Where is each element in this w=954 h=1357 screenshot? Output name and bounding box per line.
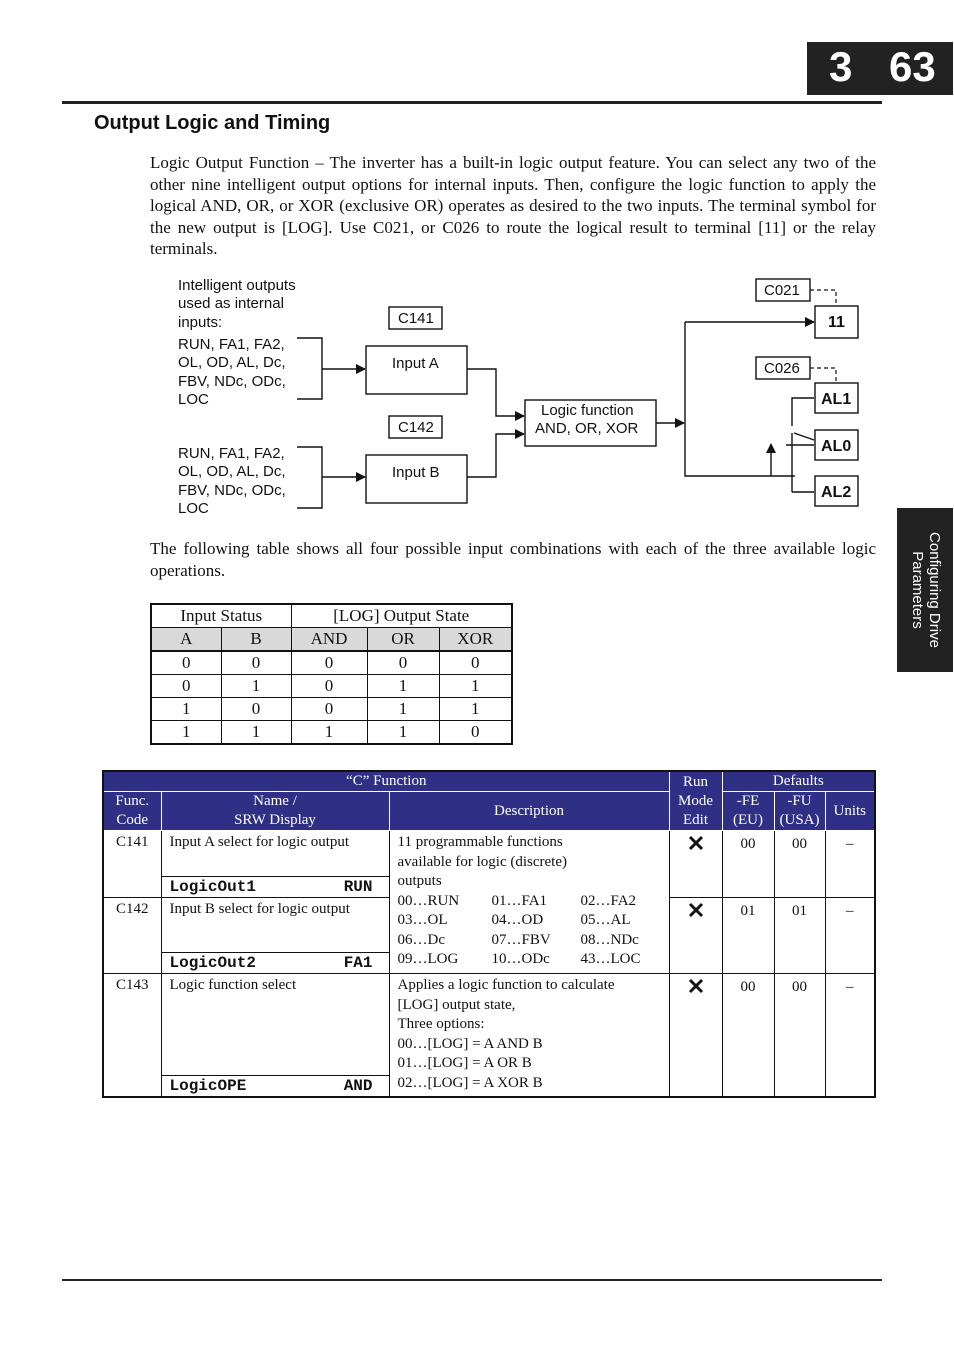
chapter-number: 3	[829, 43, 853, 90]
srw-display: LogicOut1 RUN	[161, 877, 389, 898]
table-row	[103, 831, 875, 877]
truth-col-xor: XOR	[439, 628, 512, 652]
truth-header-output: [LOG] Output State	[291, 604, 512, 628]
truth-cell: 1	[291, 721, 367, 745]
c-function-header: “C” Function	[103, 771, 669, 792]
fe-default: 00	[722, 831, 774, 898]
top-rule	[62, 101, 882, 104]
input-list-a-2: OL, OD, AL, Dc,	[178, 354, 286, 371]
truth-col-a: A	[151, 628, 221, 652]
truth-cell: 1	[439, 675, 512, 698]
table-row	[103, 974, 875, 1076]
fu-header: -FU (USA)	[774, 792, 825, 831]
section-title: Output Logic and Timing	[94, 112, 331, 134]
srw-display: LogicOut2 FA1	[161, 953, 389, 974]
truth-cell: 0	[221, 698, 291, 721]
logic-output-diagram	[150, 270, 870, 520]
input-list-b-3: FBV, NDc, ODc,	[178, 482, 286, 499]
terminal-al2-label: AL2	[821, 484, 852, 501]
diagram-header-2: used as internal	[178, 295, 284, 312]
truth-cell: 1	[367, 698, 439, 721]
truth-cell: 0	[439, 651, 512, 675]
run-mode-edit-header: Run Mode Edit	[669, 771, 722, 831]
input-list-a-4: LOC	[178, 391, 209, 408]
truth-cell: 1	[221, 675, 291, 698]
c021-label: C021	[764, 282, 800, 299]
c026-label: C026	[764, 360, 800, 377]
truth-cell: 0	[367, 651, 439, 675]
truth-col-and: AND	[291, 628, 367, 652]
terminal-al1-label: AL1	[821, 391, 852, 408]
c143-description: Applies a logic function to calculate [LOG] output state, Three options: 00…[LOG] = A AND B 01…[LOG] = A OR B 02…[LOG] = A XOR B	[389, 974, 669, 1098]
truth-cell: 0	[439, 721, 512, 745]
truth-cell: 0	[151, 651, 221, 675]
input-b-label: Input B	[392, 464, 440, 481]
func-name: Input A select for logic output	[161, 831, 389, 877]
table-row	[151, 675, 512, 698]
func-name: Input B select for logic output	[161, 898, 389, 953]
func-code-header: Func. Code	[103, 792, 161, 831]
table-row	[151, 721, 512, 745]
side-tab-line1: Configuring Drive	[926, 532, 943, 648]
defaults-header: Defaults	[722, 771, 875, 792]
logic-label-1: Logic function	[541, 402, 634, 419]
chapter-side-tab	[897, 508, 953, 672]
input-list-a-3: FBV, NDc, ODc,	[178, 373, 286, 390]
page-number: 63	[889, 43, 936, 90]
c142-label: C142	[398, 419, 434, 436]
diagram-header-1: Intelligent outputs	[178, 277, 296, 294]
truth-cell: 0	[151, 675, 221, 698]
diagram-header-3: inputs:	[178, 314, 223, 331]
truth-table	[150, 603, 513, 745]
fu-default: 00	[774, 974, 825, 1098]
func-code: C143	[103, 974, 161, 1098]
units: –	[825, 831, 875, 898]
table-row	[151, 651, 512, 675]
intro-paragraph: Logic Output Function – The inverter has a built-in logic output feature. You can select any two of the other nine intelligent output options for internal inputs. Then, configure the logic function to apply the logical AND, OR, or XOR (exclusive OR) operates as desired to the two inputs. The terminal symbol for the new output is [LOG]. Use C021, or C026 to route the logical result to terminal [11] or the relay terminals.	[150, 153, 876, 258]
side-tab-line2: Parameters	[909, 551, 926, 629]
truth-cell: 1	[151, 721, 221, 745]
truth-cell: 1	[151, 698, 221, 721]
page-number-badge	[807, 42, 953, 95]
x-icon	[688, 902, 704, 918]
func-name: Logic function select	[161, 974, 389, 1076]
truth-cell: 0	[291, 698, 367, 721]
fu-default: 00	[774, 831, 825, 898]
function-table	[102, 770, 876, 1098]
fe-default: 01	[722, 898, 774, 974]
run-mode-edit-cell	[669, 831, 722, 898]
truth-cell: 1	[367, 675, 439, 698]
truth-cell: 1	[367, 721, 439, 745]
table-row	[151, 698, 512, 721]
truth-cell: 1	[221, 721, 291, 745]
input-list-b-4: LOC	[178, 500, 209, 517]
func-code: C141	[103, 831, 161, 898]
input-list-a-1: RUN, FA1, FA2,	[178, 336, 285, 353]
fu-default: 01	[774, 898, 825, 974]
x-icon	[688, 835, 704, 851]
run-mode-edit-cell	[669, 974, 722, 1098]
input-a-label: Input A	[392, 355, 439, 372]
truth-cell: 0	[291, 651, 367, 675]
truth-header-input: Input Status	[151, 604, 291, 628]
units: –	[825, 898, 875, 974]
fe-header: -FE (EU)	[722, 792, 774, 831]
c141-label: C141	[398, 310, 434, 327]
truth-col-or: OR	[367, 628, 439, 652]
fe-default: 00	[722, 974, 774, 1098]
truth-col-b: B	[221, 628, 291, 652]
func-code: C142	[103, 898, 161, 974]
srw-display: LogicOPE AND	[161, 1076, 389, 1098]
logic-label-2: AND, OR, XOR	[535, 420, 639, 437]
truth-cell: 0	[291, 675, 367, 698]
shared-description: 11 programmable functions available for logic (discrete) outputs 00…RUN 01…FA1 02…FA2 03…OL 04…OD 05…AL 06…Dc 07…FBV 08…NDc 09…LOG 10…ODc 43…LOC	[389, 831, 669, 974]
units: –	[825, 974, 875, 1098]
input-list-b-1: RUN, FA1, FA2,	[178, 445, 285, 462]
terminal-11-label: 11	[828, 314, 845, 331]
description-header: Description	[389, 792, 669, 831]
truth-cell: 0	[221, 651, 291, 675]
bottom-rule	[62, 1279, 882, 1281]
units-header: Units	[825, 792, 875, 831]
input-list-b-2: OL, OD, AL, Dc,	[178, 463, 286, 480]
x-icon	[688, 978, 704, 994]
truth-cell: 1	[439, 698, 512, 721]
name-header: Name / SRW Display	[161, 792, 389, 831]
run-mode-edit-cell	[669, 898, 722, 974]
terminal-al0-label: AL0	[821, 438, 852, 455]
table-intro-paragraph: The following table shows all four possible input combinations with each of the three available logic operations.	[150, 539, 876, 580]
